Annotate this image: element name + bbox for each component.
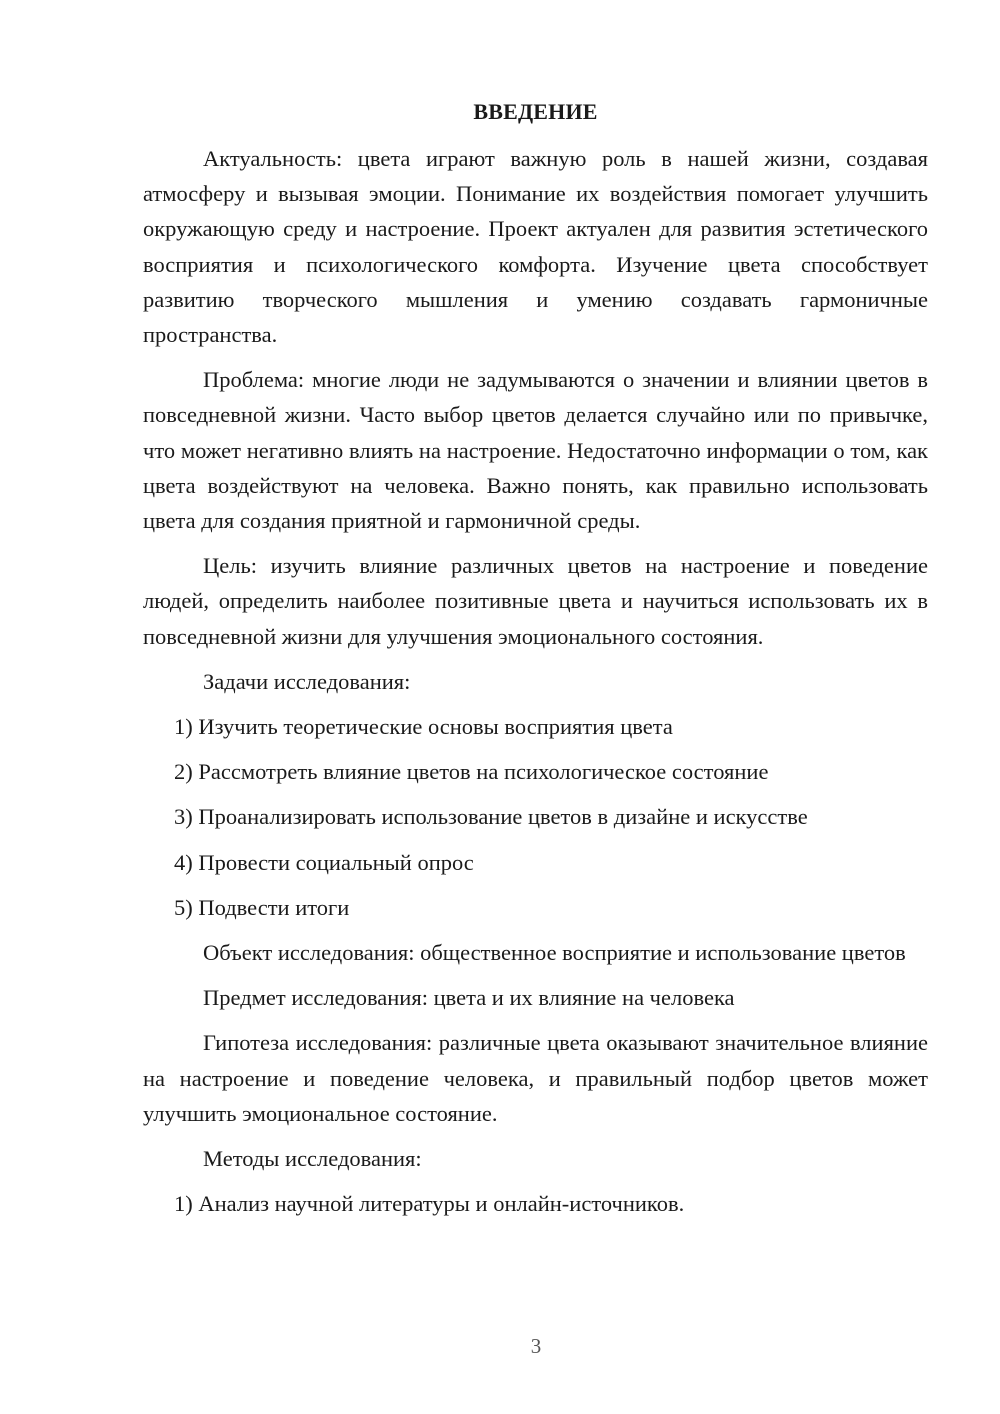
paragraph-subject: Предмет исследования: цвета и их влияние на человека <box>203 985 735 1011</box>
paragraph-object: Объект исследования: общественное восприятие и использование цветов <box>203 940 906 966</box>
list-item: 1) Анализ научной литературы и онлайн-источников. <box>174 1191 685 1217</box>
paragraph-methods-title: Методы исследования: <box>203 1146 422 1172</box>
list-item: 3) Проанализировать использование цветов в дизайне и искусстве <box>174 804 808 830</box>
page-content <box>143 94 928 1231</box>
list-item: 1) Изучить теоретические основы восприятия цвета <box>174 714 673 740</box>
paragraph-problem: Проблема: многие люди не задумываются о значении и влиянии цветов в повседневной жизни. Часто выбор цветов делается случайно или по привычке, что может негативно влиять на настроение. Недостаточно информации о том, как цвета воздействуют на человека. Важно понять, как правильно использовать цвета для создания приятной и гармоничной среды. <box>143 367 928 534</box>
paragraph-goal: Цель: изучить влияние различных цветов на настроение и поведение людей, определить наиболее позитивные цвета и научиться использовать их в повседневной жизни для улучшения эмоционального состояния. <box>143 553 928 649</box>
paragraph-tasks-title: Задачи исследования: <box>203 668 411 694</box>
paragraph-hypothesis: Гипотеза исследования: различные цвета оказывают значительное влияние на настроение и поведение человека, и правильный подбор цветов может улучшить эмоциональное состояние. <box>143 1030 928 1126</box>
tasks-list <box>143 709 928 925</box>
list-item: 5) Подвести итоги <box>174 894 350 920</box>
list-item: 2) Рассмотреть влияние цветов на психологическое состояние <box>174 759 769 785</box>
page-number: 3 <box>530 1334 542 1358</box>
list-item: 4) Провести социальный опрос <box>174 849 474 875</box>
methods-list <box>143 1186 928 1221</box>
paragraph-relevance: Актуальность: цвета играют важную роль в нашей жизни, создавая атмосферу и вызывая эмоции. Понимание их воздействия помогает улучшить окружающую среду и настроение. Проект актуален для развития эстетического восприятия и психологического комфорта. Изучение цвета способствует развитию творческого мышления и умению создавать гармоничные пространства. <box>143 146 928 348</box>
section-heading: ВВЕДЕНИЕ <box>473 99 598 124</box>
